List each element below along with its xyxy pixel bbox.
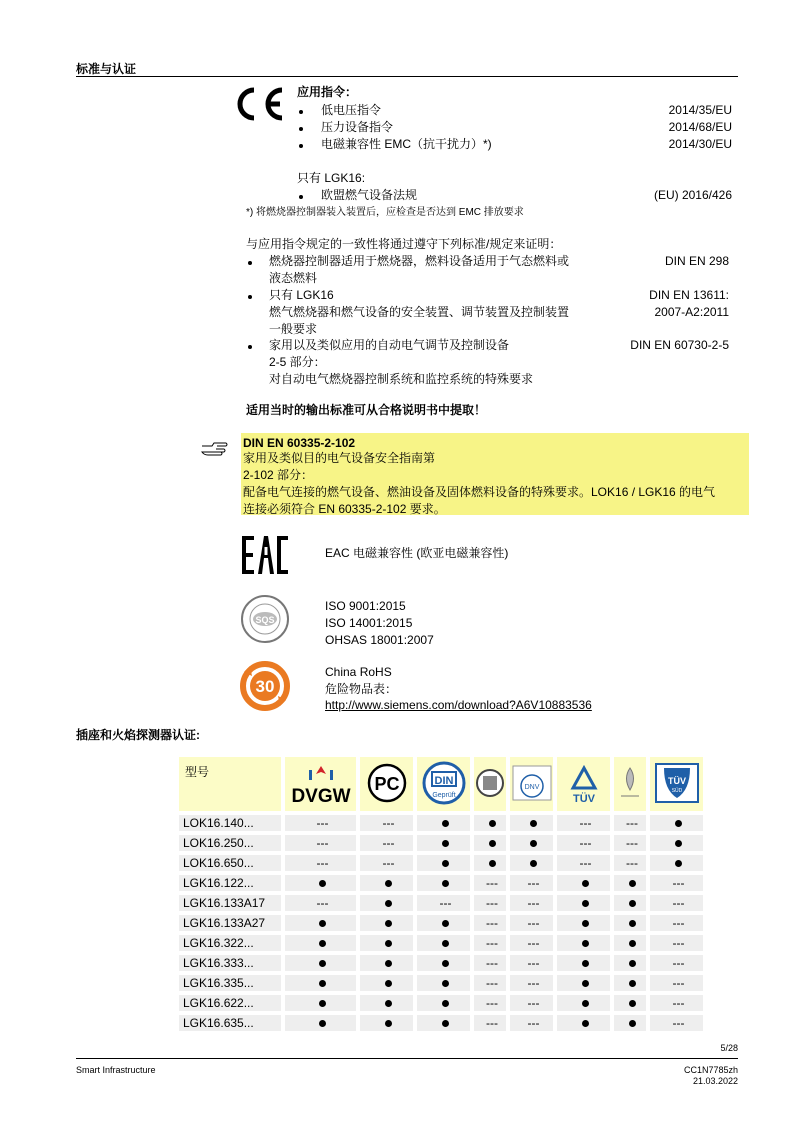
certified-mark [417,815,470,831]
not-certified-mark: --- [474,915,506,931]
dot-icon [319,1000,326,1007]
not-certified-mark: --- [650,1015,703,1031]
certified-mark [360,875,413,891]
table-row [179,875,703,891]
din-gepruft-logo [417,757,470,811]
dot-icon [385,900,392,907]
certified-mark [650,855,703,871]
not-certified-mark: --- [360,855,413,871]
dot-icon [385,1020,392,1027]
footer-company: Smart Infrastructure [76,1065,156,1075]
regulation-name: 欧盟燃气设备法规 [321,188,418,202]
certified-mark [474,855,506,871]
china-rohs-icon [240,660,290,717]
model-cell: LOK16.250... [179,835,281,851]
iso-standards: ISO 9001:2015 ISO 14001:2015 OHSAS 18001:2007 [325,599,434,647]
dot-icon [442,880,449,887]
eac-text: EAC 电磁兼容性 (欧亚电磁兼容性) [325,546,509,560]
bullet [299,110,303,114]
highlight-title: DIN EN 60335-2-102 [243,436,356,450]
only-lgk16-label: 只有 LGK16: [297,171,366,185]
dot-icon [629,980,636,987]
directive-name: 电磁兼容性 EMC（抗干扰力）*) [321,137,492,151]
dot-icon [442,940,449,947]
dot-icon [582,980,589,987]
certified-mark [557,915,610,931]
not-certified-mark: --- [510,935,553,951]
certified-mark [557,875,610,891]
svg-text:DIN: DIN [434,774,453,787]
dot-icon [530,840,537,847]
directive-name: 压力设备指令 [321,120,394,134]
certified-mark [417,855,470,871]
certified-mark [417,955,470,971]
dot-icon [675,840,682,847]
dot-icon [319,940,326,947]
not-certified-mark: --- [614,815,646,831]
dot-icon [530,820,537,827]
not-certified-mark: --- [510,995,553,1011]
dot-icon [582,1020,589,1027]
certified-mark [360,895,413,911]
certified-mark [417,915,470,931]
bullet [299,127,303,131]
model-cell: LGK16.622... [179,995,281,1011]
not-certified-mark: --- [285,815,356,831]
dvgw-logo [285,757,356,811]
not-certified-mark: --- [474,935,506,951]
not-certified-mark: --- [650,995,703,1011]
section-title: 标准与认证 [76,62,137,76]
not-certified-mark: --- [474,995,506,1011]
extract-note: 适用当时的输出标准可从合格说明书中提取！ [246,403,487,417]
model-cell: LOK16.650... [179,855,281,871]
model-cell: LGK16.635... [179,1015,281,1031]
directive-code: 2014/68/EU [668,120,732,134]
svg-text:DNV: DNV [524,783,539,791]
table-row [179,1015,703,1031]
page-number: 5/28 [720,1043,738,1053]
footer-doc-info: CC1N7785zh 21.03.2022 [683,1065,738,1086]
certified-mark [510,815,553,831]
dot-icon [319,960,326,967]
certification-title: 插座和火焰探测器认证: [76,728,200,742]
certified-mark [650,815,703,831]
model-cell: LGK16.322... [179,935,281,951]
svg-text:SÜD: SÜD [671,787,682,794]
not-certified-mark: --- [474,895,506,911]
certified-mark [285,935,356,951]
standard-code: DIN EN 298 [664,254,729,268]
certified-mark [557,975,610,991]
certified-mark [285,955,356,971]
dot-icon [442,960,449,967]
certified-mark [614,975,646,991]
dot-icon [442,860,449,867]
svg-text:SQS: SQS [255,615,275,625]
model-cell: LGK16.333... [179,955,281,971]
table-row [179,895,703,911]
not-certified-mark: --- [650,955,703,971]
certified-mark [360,1015,413,1031]
certified-mark [360,995,413,1011]
dot-icon [489,820,496,827]
certified-mark [360,975,413,991]
svg-text:Geprüft: Geprüft [431,791,456,799]
certified-mark [360,955,413,971]
dot-icon [582,940,589,947]
table-row [179,975,703,991]
svg-text:TÜV: TÜV [667,775,686,786]
certified-mark [285,975,356,991]
not-certified-mark: --- [285,855,356,871]
not-certified-mark: --- [557,835,610,851]
not-certified-mark: --- [474,975,506,991]
not-certified-mark: --- [360,835,413,851]
dot-icon [629,1000,636,1007]
standard-code: DIN EN 60730-2-5 [630,338,729,352]
dot-icon [385,880,392,887]
not-certified-mark: --- [474,875,506,891]
dot-icon [319,980,326,987]
header-divider [76,76,738,77]
not-certified-mark: --- [510,975,553,991]
semko-logo [474,757,506,811]
not-certified-mark: --- [510,915,553,931]
standard-description: 只有 LGK16 燃气燃烧器和燃气设备的安全装置、调节装置及控制装置 一般要求 [269,288,570,336]
bullet [248,261,252,265]
certified-mark [557,955,610,971]
certified-mark [417,835,470,851]
directive-code: 2014/35/EU [668,103,732,117]
not-certified-mark: --- [650,935,703,951]
dot-icon [582,880,589,887]
dot-icon [319,880,326,887]
certified-mark [614,1015,646,1031]
not-certified-mark: --- [614,835,646,851]
dot-icon [442,980,449,987]
dot-icon [385,920,392,927]
directives-heading: 应用指令： [297,85,358,99]
certified-mark [614,955,646,971]
svg-text:30: 30 [255,677,275,696]
table-row [179,935,703,951]
dot-icon [582,900,589,907]
dot-icon [442,840,449,847]
certified-mark [614,915,646,931]
dot-icon [385,960,392,967]
not-certified-mark: --- [417,895,470,911]
dot-icon [675,860,682,867]
standard-code: DIN EN 13611: 2007-A2:2011 [649,288,729,319]
svg-text:PC: PC [373,773,400,794]
certified-mark [614,995,646,1011]
svg-text:TÜV: TÜV [572,792,595,805]
not-certified-mark: --- [510,955,553,971]
svg-text:DVGW: DVGW [290,785,351,806]
not-certified-mark: --- [510,895,553,911]
emc-footnote: *) 将燃烧器控制器装入装置后，应检查是否达到 EMC 排放要求 [246,207,524,218]
dot-icon [530,860,537,867]
dot-icon [489,840,496,847]
not-certified-mark: --- [474,1015,506,1031]
standard-description: 家用以及类似应用的自动电气调节及控制设备 2-5 部分： 对自动电气燃烧器控制系统和监控系统的特殊要求 [269,338,534,386]
certification-table [175,753,707,1035]
dot-icon [442,820,449,827]
certified-mark [614,875,646,891]
certified-mark [650,835,703,851]
certified-mark [417,995,470,1011]
not-certified-mark: --- [474,955,506,971]
dot-icon [629,960,636,967]
tuv-sud-logo [650,757,703,811]
certified-mark [417,875,470,891]
eac-logo [240,535,290,580]
pointing-hand-icon [200,441,230,462]
not-certified-mark: --- [285,835,356,851]
certified-mark [557,935,610,951]
footer-divider [76,1058,738,1059]
directive-name: 低电压指令 [321,103,382,117]
model-header: 型号 [179,757,281,811]
certified-mark [614,895,646,911]
model-cell: LGK16.133A27 [179,915,281,931]
table-row [179,995,703,1011]
dot-icon [385,980,392,987]
table-header-row [179,757,703,811]
certified-mark [557,995,610,1011]
not-certified-mark: --- [650,875,703,891]
certified-mark [417,1015,470,1031]
certified-mark [360,915,413,931]
dot-icon [629,880,636,887]
not-certified-mark: --- [557,855,610,871]
certified-mark [510,855,553,871]
certified-mark [510,835,553,851]
not-certified-mark: --- [557,815,610,831]
directive-code: 2014/30/EU [668,137,732,151]
not-certified-mark: --- [650,895,703,911]
certified-mark [285,875,356,891]
sqs-certification-icon [240,594,290,649]
ce-mark-icon [232,86,286,127]
bullet [248,345,252,349]
dot-icon [582,920,589,927]
table-row [179,915,703,931]
certified-mark [285,995,356,1011]
certified-mark [557,895,610,911]
dot-icon [629,940,636,947]
dot-icon [319,1020,326,1027]
certification-table-body [179,815,703,1031]
certified-mark [474,815,506,831]
dot-icon [385,940,392,947]
certification-table-wrap [175,753,707,1035]
dot-icon [385,1000,392,1007]
dot-icon [675,820,682,827]
dot-icon [582,960,589,967]
certified-mark [360,935,413,951]
dnv-logo [510,757,553,811]
certified-mark [285,915,356,931]
dot-icon [629,920,636,927]
conformity-intro: 与应用指令规定的一致性将通过遵守下列标准/规定来证明： [246,237,562,251]
certified-mark [474,835,506,851]
not-certified-mark: --- [650,975,703,991]
dot-icon [629,1020,636,1027]
not-certified-mark: --- [614,855,646,871]
certified-mark [614,935,646,951]
model-cell: LGK16.335... [179,975,281,991]
aga-logo [614,757,646,811]
not-certified-mark: --- [510,875,553,891]
pct-logo [360,757,413,811]
dot-icon [582,1000,589,1007]
bullet [299,144,303,148]
bullet [248,295,252,299]
table-row [179,835,703,851]
rohs-text: China RoHS 危险物品表： [325,665,398,696]
certified-mark [417,975,470,991]
dot-icon [319,920,326,927]
dot-icon [629,900,636,907]
tuv-logo [557,757,610,811]
regulation-code: (EU) 2016/426 [653,188,732,202]
not-certified-mark: --- [285,895,356,911]
certified-mark [285,1015,356,1031]
not-certified-mark: --- [510,1015,553,1031]
table-row [179,955,703,971]
not-certified-mark: --- [360,815,413,831]
model-cell: LOK16.140... [179,815,281,831]
bullet [299,195,303,199]
certified-mark [557,1015,610,1031]
highlight-text: 家用及类似目的电气设备安全指南第 2-102 部分： 配备电气连接的燃气设备、燃油设备及固体燃料设备的特殊要求。LOK16 / LGK16 的电气 连接必须符合 EN 60335-2-102 要求。 [243,451,716,516]
table-row [179,855,703,871]
model-cell: LGK16.133A17 [179,895,281,911]
model-cell: LGK16.122... [179,875,281,891]
dot-icon [442,920,449,927]
dot-icon [489,860,496,867]
not-certified-mark: --- [650,915,703,931]
rohs-download-link[interactable]: http://www.siemens.com/download?A6V10883536 [325,698,592,712]
standard-description: 燃烧器控制器适用于燃烧器，燃料设备适用于气态燃料或 液态燃料 [269,254,570,285]
dot-icon [442,1000,449,1007]
certified-mark [417,935,470,951]
dot-icon [442,1020,449,1027]
table-row [179,815,703,831]
